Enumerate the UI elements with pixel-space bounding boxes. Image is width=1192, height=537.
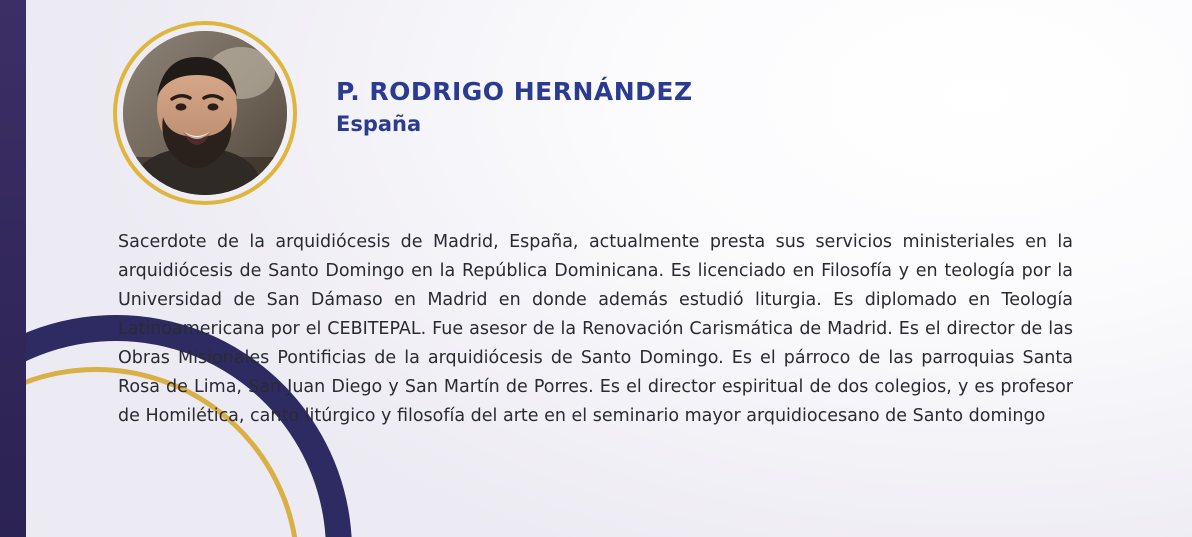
- speaker-country: España: [336, 111, 422, 136]
- speaker-name: P. RODRIGO HERNÁNDEZ: [336, 77, 693, 106]
- left-edge-band-cover: [0, 0, 26, 537]
- speaker-header: [336, 78, 1036, 136]
- avatar: [113, 21, 297, 205]
- avatar-gold-ring: [113, 21, 297, 205]
- speaker-bio-paragraph: Sacerdote de la arquidiócesis de Madrid, España, actualmente presta sus servicios ministeriales en la arquidiócesis de Santo Domingo en la República Dominicana. Es licenciado en Filosofía y en teología por la Universidad de San Dámaso en Madrid en donde además estudió liturgia. Es diplomado en Teología Latinoamericana por el CEBITEPAL. Fue asesor de la Renovación Carismática de Madrid. Es el director de las Obras Misionales Pontificias de la arquidiócesis de Santo Domingo. Es el párroco de las parroquias Santa Rosa de Lima, San Juan Diego y San Martín de Porres. Es el director espiritual de dos colegios, y es profesor de Homilética, canto litúrgico y filosofía del arte en el seminario mayor arquidiocesano de Santo domingo: [118, 232, 1073, 426]
- speaker-bio: [118, 228, 1073, 431]
